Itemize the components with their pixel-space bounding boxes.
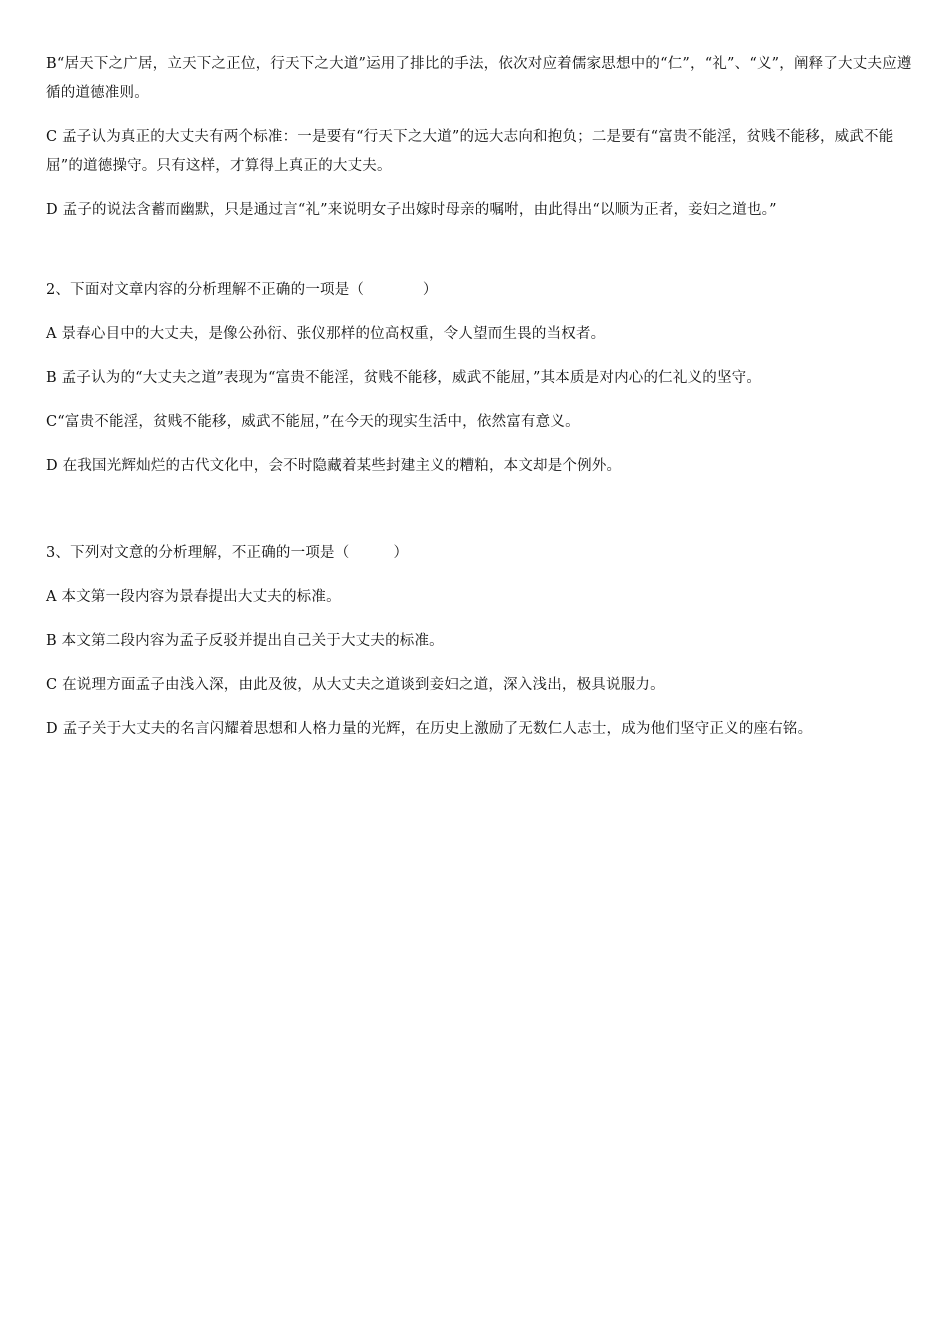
option-b: B 本文第二段内容为孟子反驳并提出自己关于大丈夫的标准。: [46, 633, 444, 649]
option-c: C 孟子认为真正的大丈夫有两个标准：一是要有“行天下之大道”的远大志向和抱负；二是要有“富贵不能淫，贫贱不能移，威武不能屈”的道德操守。只有这样，才算得上真正的大丈夫。: [46, 129, 894, 174]
option-b: B“居天下之广居，立天下之正位，行天下之大道”运用了排比的手法，依次对应着儒家思想中的“仁”，“礼”、“义”，阐释了大丈夫应遵循的道德准则。: [46, 56, 912, 101]
option-d: D 孟子的说法含蓄而幽默，只是通过言“礼”来说明女子出嫁时母亲的嘱咐，由此得出“以顺为正者，妾妇之道也。”: [46, 202, 777, 218]
option-d: D 在我国光辉灿烂的古代文化中，会不时隐藏着某些封建主义的糟粕，本文却是个例外。: [46, 458, 622, 474]
question-3: [46, 539, 916, 744]
option-d: D 孟子关于大丈夫的名言闪耀着思想和人格力量的光辉，在历史上激励了无数仁人志士，成为他们坚守正义的座右铭。: [46, 721, 813, 737]
question-stem: 3、下列对文意的分析理解，不正确的一项是（ ）: [46, 545, 409, 561]
option-c: C 在说理方面孟子由浅入深，由此及彼，从大丈夫之道谈到妾妇之道，深入浅出，极具说服力。: [46, 677, 665, 693]
option-c: C“富贵不能淫，贫贱不能移，威武不能屈，”在今天的现实生活中，依然富有意义。: [46, 414, 580, 430]
question-stem: 2、下面对文章内容的分析理解不正确的一项是（ ）: [46, 282, 438, 298]
option-a: A 景春心目中的大丈夫，是像公孙衍、张仪那样的位高权重，令人望而生畏的当权者。: [46, 326, 606, 342]
option-b: B 孟子认为的“大丈夫之道”表现为“富贵不能淫，贫贱不能移，威武不能屈，”其本质是对内心的仁礼义的坚守。: [46, 370, 762, 386]
document-page: [46, 50, 916, 759]
option-a: A 本文第一段内容为景春提出大丈夫的标准。: [46, 589, 341, 605]
prev-question-options: [46, 50, 916, 225]
question-2: [46, 276, 916, 481]
